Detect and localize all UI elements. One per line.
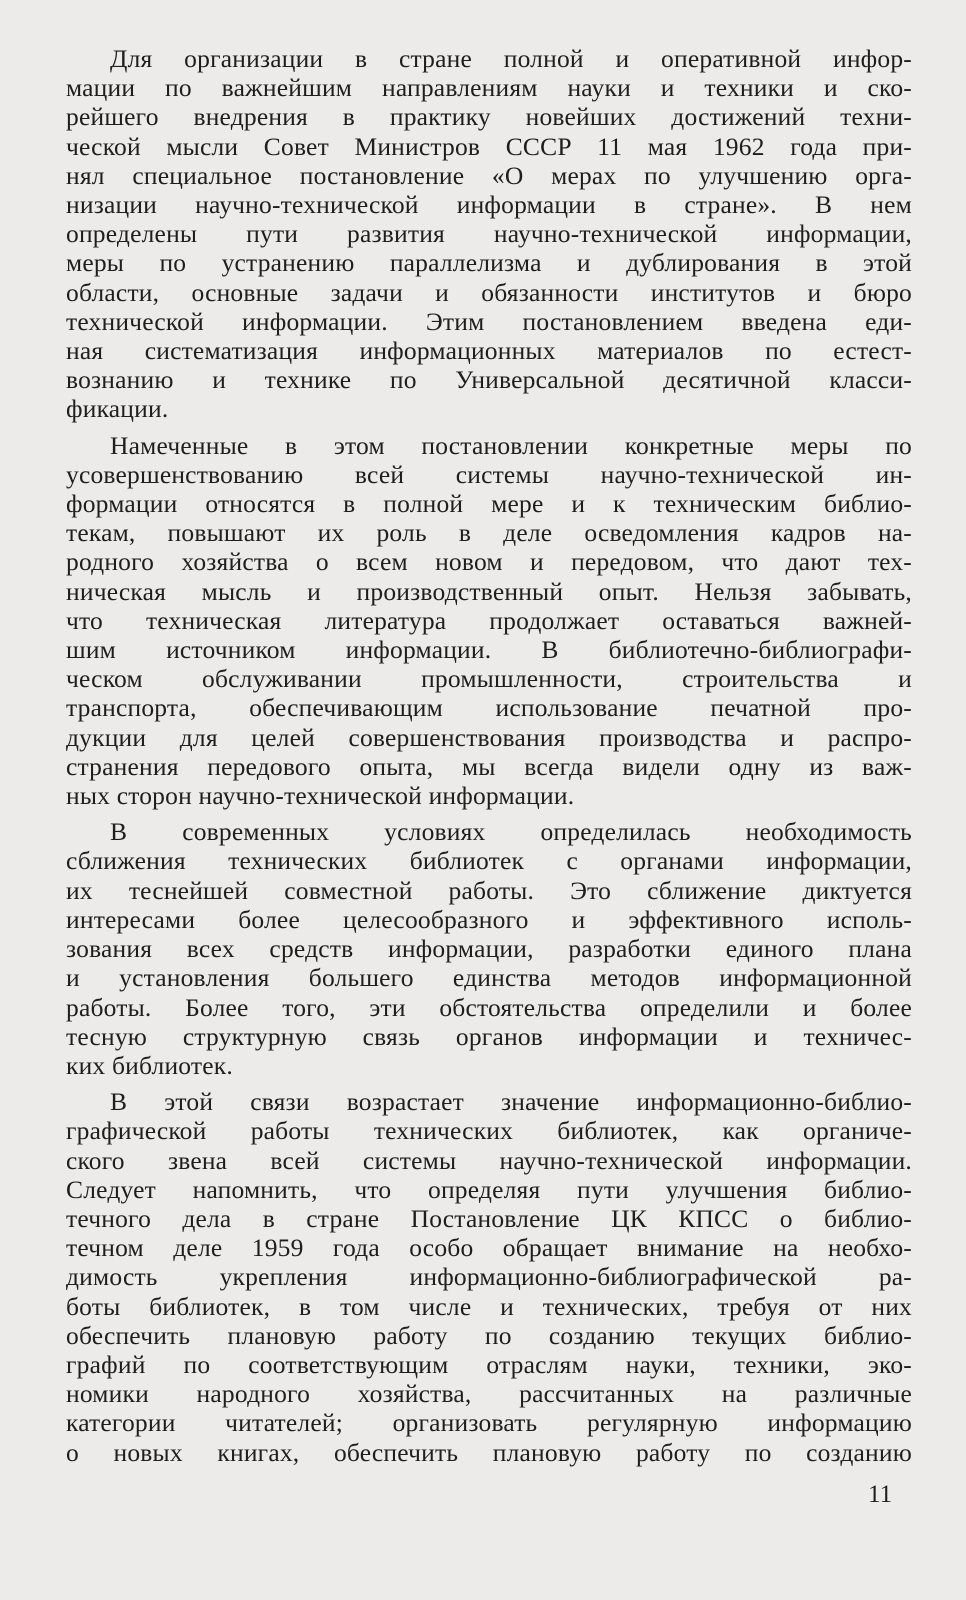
text-line: ная систематизация информационных материалов по естест- <box>66 336 912 366</box>
text-line: родного хозяйства о всем новом и передовом, что дают тех- <box>66 547 912 577</box>
text-line: и установления большего единства методов информационной <box>66 963 912 993</box>
text-line: ническая мысль и производственный опыт. Нельзя забывать, <box>66 576 912 606</box>
text-line: что техническая литература продолжает оставаться важней- <box>66 605 912 635</box>
paragraph-3 <box>66 817 912 1080</box>
text-line: графической работы технических библиотек, как органиче- <box>66 1116 912 1146</box>
text-line: течного дела в стране Постановление ЦК КПСС о библио- <box>66 1203 912 1233</box>
text-line: области, основные задачи и обязанности институтов и бюро <box>66 277 912 307</box>
text-line: Следует напомнить, что определяя пути улучшения библио- <box>66 1174 912 1204</box>
paragraph-4 <box>66 1087 912 1467</box>
text-line: Для организации в стране полной и оперативной инфор- <box>110 44 912 73</box>
text-line: низации научно-технической информации в стране». В нем <box>66 190 912 220</box>
page-number: 11 <box>868 1481 893 1508</box>
text-line: ского звена всей системы научно-технической информации. <box>66 1145 912 1175</box>
text-line: интересами более целесообразного и эффективного исполь- <box>66 904 912 934</box>
text-line: В этой связи возрастает значение информационно-библио- <box>110 1087 912 1117</box>
text-line: тесную структурную связь органов информации и техничес- <box>66 1021 912 1051</box>
text-line: шим источником информации. В библиотечно-библиографи- <box>66 635 912 665</box>
text-line: боты библиотек, в том числе и технических, требуя от них <box>66 1291 912 1321</box>
text-line: работы. Более того, эти обстоятельства определили и более <box>66 992 912 1022</box>
text-line: номики народного хозяйства, рассчитанных на различные <box>66 1379 912 1409</box>
text-line: рейшего внедрения в практику новейших достижений техни- <box>66 102 912 132</box>
text-line: зования всех средств информации, разработки единого плана <box>66 934 912 964</box>
text-line: димость укрепления информационно-библиографической ра- <box>66 1262 912 1292</box>
text-line: транспорта, обеспечивающим использование печатной про- <box>66 693 912 723</box>
text-line: дукции для целей совершенствования производства и распро- <box>66 722 912 752</box>
text-line: ных сторон научно-технической информации. <box>66 781 575 811</box>
paragraph-1 <box>66 44 912 424</box>
text-line: меры по устранению параллелизма и дублирования в этой <box>66 248 912 278</box>
text-line: графий по соответствующим отраслям науки, техники, эко- <box>66 1349 912 1379</box>
text-line: обеспечить плановую работу по созданию текущих библио- <box>66 1320 912 1350</box>
text-line: определены пути развития научно-технической информации, <box>66 219 912 249</box>
text-line: ческой мысли Совет Министров СССР 11 мая 1962 года при- <box>66 131 912 161</box>
text-line: Намеченные в этом постановлении конкретные меры по <box>110 430 912 460</box>
text-line: технической информации. Этим постановлением введена еди- <box>66 306 912 336</box>
text-line: течном деле 1959 года особо обращает внимание на необхо- <box>66 1233 912 1263</box>
text-line: ких библиотек. <box>66 1050 233 1080</box>
text-line: мации по важнейшим направлениям науки и техники и ско- <box>66 73 912 103</box>
text-line: нял специальное постановление «О мерах по улучшению орга- <box>66 160 912 190</box>
paragraph-2 <box>66 431 912 811</box>
body-text <box>66 44 912 1467</box>
text-line: их теснейшей совместной работы. Это сближение диктуется <box>66 875 912 905</box>
text-line: вознанию и технике по Универсальной десятичной класси- <box>66 365 912 395</box>
text-line: текам, повышают их роль в деле осведомления кадров на- <box>66 518 912 548</box>
text-line: о новых книгах, обеспечить плановую работу по созданию <box>66 1437 912 1467</box>
text-line: ческом обслуживании промышленности, строительства и <box>66 664 912 694</box>
text-line: категории читателей; организовать регулярную информацию <box>66 1408 912 1438</box>
text-line: усовершенствованию всей системы научно-технической ин- <box>66 459 912 489</box>
text-line: сближения технических библиотек с органами информации, <box>66 846 912 876</box>
text-line: странения передового опыта, мы всегда видели одну из важ- <box>66 751 912 781</box>
text-line: формации относятся в полной мере и к техническим библио- <box>66 489 912 519</box>
text-line: фикации. <box>66 394 169 424</box>
text-line: В современных условиях определилась необходимость <box>110 817 912 847</box>
